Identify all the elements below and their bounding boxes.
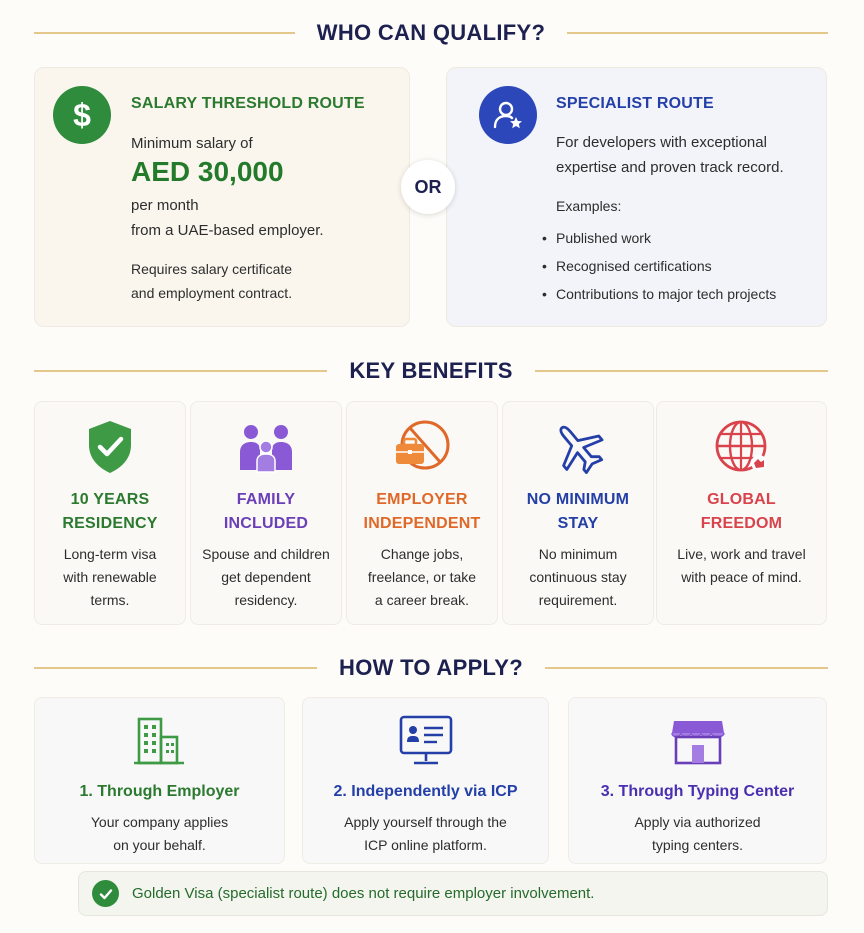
- salary-line-1: Minimum salary of: [131, 135, 253, 152]
- divider-line: [34, 667, 317, 669]
- computer-icon: [303, 713, 548, 769]
- info-note: [78, 871, 828, 916]
- benefit-card-family: [190, 401, 342, 625]
- benefit-title: GLOBAL: [707, 491, 776, 508]
- benefit-card-global-freedom: [656, 401, 827, 625]
- benefit-card-employer-independent: [346, 401, 498, 625]
- shield-check-icon: [35, 418, 185, 476]
- apply-desc: typing centers.: [651, 837, 744, 853]
- section-title: WHO CAN QUALIFY?: [316, 20, 546, 45]
- benefit-title: STAY: [557, 515, 599, 532]
- benefit-card-no-minimum-stay: [502, 401, 654, 625]
- section-title: KEY BENEFITS: [349, 358, 513, 383]
- airplane-icon: [503, 418, 653, 476]
- specialist-route-title: SPECIALIST ROUTE: [556, 95, 714, 112]
- benefit-desc: Change jobs,: [380, 546, 464, 562]
- globe-icon: [657, 418, 826, 476]
- benefit-desc: residency.: [234, 592, 298, 608]
- building-icon: [35, 713, 284, 769]
- benefit-title: FREEDOM: [700, 515, 783, 532]
- specialist-line-2: expertise and proven track record.: [556, 159, 784, 176]
- benefit-title: EMPLOYER: [376, 491, 468, 508]
- note-text: Golden Visa (specialist route) does not require employer involvement.: [132, 885, 595, 902]
- benefit-title: NO MINIMUM: [526, 491, 630, 508]
- apply-title: 3. Through Typing Center: [600, 783, 795, 800]
- benefit-desc: Spouse and children: [202, 546, 330, 562]
- salary-req-1: Requires salary certificate: [131, 261, 293, 277]
- salary-req-2: and employment contract.: [131, 285, 293, 301]
- divider-line: [34, 370, 327, 372]
- apply-desc: Apply via authorized: [634, 814, 761, 830]
- benefit-desc: with renewable: [63, 569, 157, 585]
- apply-card-icp: [302, 697, 549, 864]
- divider-line: [545, 667, 828, 669]
- benefit-desc: No minimum: [538, 546, 618, 562]
- benefit-desc: terms.: [90, 592, 130, 608]
- or-badge: OR: [401, 160, 455, 214]
- salary-route-title: SALARY THRESHOLD ROUTE: [131, 95, 365, 112]
- briefcase-no-icon: [347, 418, 497, 476]
- benefit-desc: a career break.: [374, 592, 470, 608]
- benefit-desc: requirement.: [538, 592, 618, 608]
- benefit-title: 10 YEARS: [70, 491, 150, 508]
- salary-line-3: from a UAE-based employer.: [131, 222, 324, 239]
- check-circle-icon: [92, 880, 119, 907]
- salary-amount: AED 30,000: [131, 156, 284, 187]
- benefit-title: INCLUDED: [223, 515, 309, 532]
- divider-line: [34, 32, 295, 34]
- benefit-desc: freelance, or take: [367, 569, 477, 585]
- apply-title: 2. Independently via ICP: [333, 783, 518, 800]
- salary-line-2: per month: [131, 197, 199, 214]
- section-heading-qualify: [34, 18, 828, 48]
- family-icon: [191, 418, 341, 476]
- apply-desc: ICP online platform.: [364, 837, 487, 853]
- benefit-desc: get dependent: [221, 569, 311, 585]
- benefit-desc: with peace of mind.: [681, 569, 802, 585]
- specialist-route-card: [446, 67, 827, 327]
- person-star-icon: [479, 86, 537, 144]
- storefront-icon: [569, 713, 826, 769]
- benefit-desc: continuous stay: [529, 569, 627, 585]
- apply-desc: on your behalf.: [113, 837, 206, 853]
- specialist-line-1: For developers with exceptional: [556, 134, 767, 151]
- examples-label: Examples:: [556, 198, 622, 214]
- list-item: • Recognised certifications: [542, 252, 776, 280]
- apply-desc: Apply yourself through the: [344, 814, 507, 830]
- benefit-title: INDEPENDENT: [363, 515, 481, 532]
- list-item: • Published work: [542, 224, 776, 252]
- salary-route-card: [34, 67, 410, 327]
- benefit-title: FAMILY: [236, 491, 296, 508]
- benefit-desc: Live, work and travel: [677, 546, 806, 562]
- apply-desc: Your company applies: [90, 814, 229, 830]
- benefit-desc: Long-term visa: [63, 546, 157, 562]
- examples-list: [542, 224, 776, 308]
- list-item: • Contributions to major tech projects: [542, 280, 776, 308]
- apply-card-typing-center: [568, 697, 827, 864]
- apply-title: 1. Through Employer: [79, 783, 240, 800]
- apply-card-employer: [34, 697, 285, 864]
- section-heading-benefits: [34, 356, 828, 386]
- section-title: HOW TO APPLY?: [339, 655, 523, 680]
- dollar-icon: $: [53, 86, 111, 144]
- divider-line: [567, 32, 828, 34]
- benefit-title: RESIDENCY: [62, 515, 158, 532]
- divider-line: [535, 370, 828, 372]
- benefit-card-residency: [34, 401, 186, 625]
- section-heading-apply: [34, 653, 828, 683]
